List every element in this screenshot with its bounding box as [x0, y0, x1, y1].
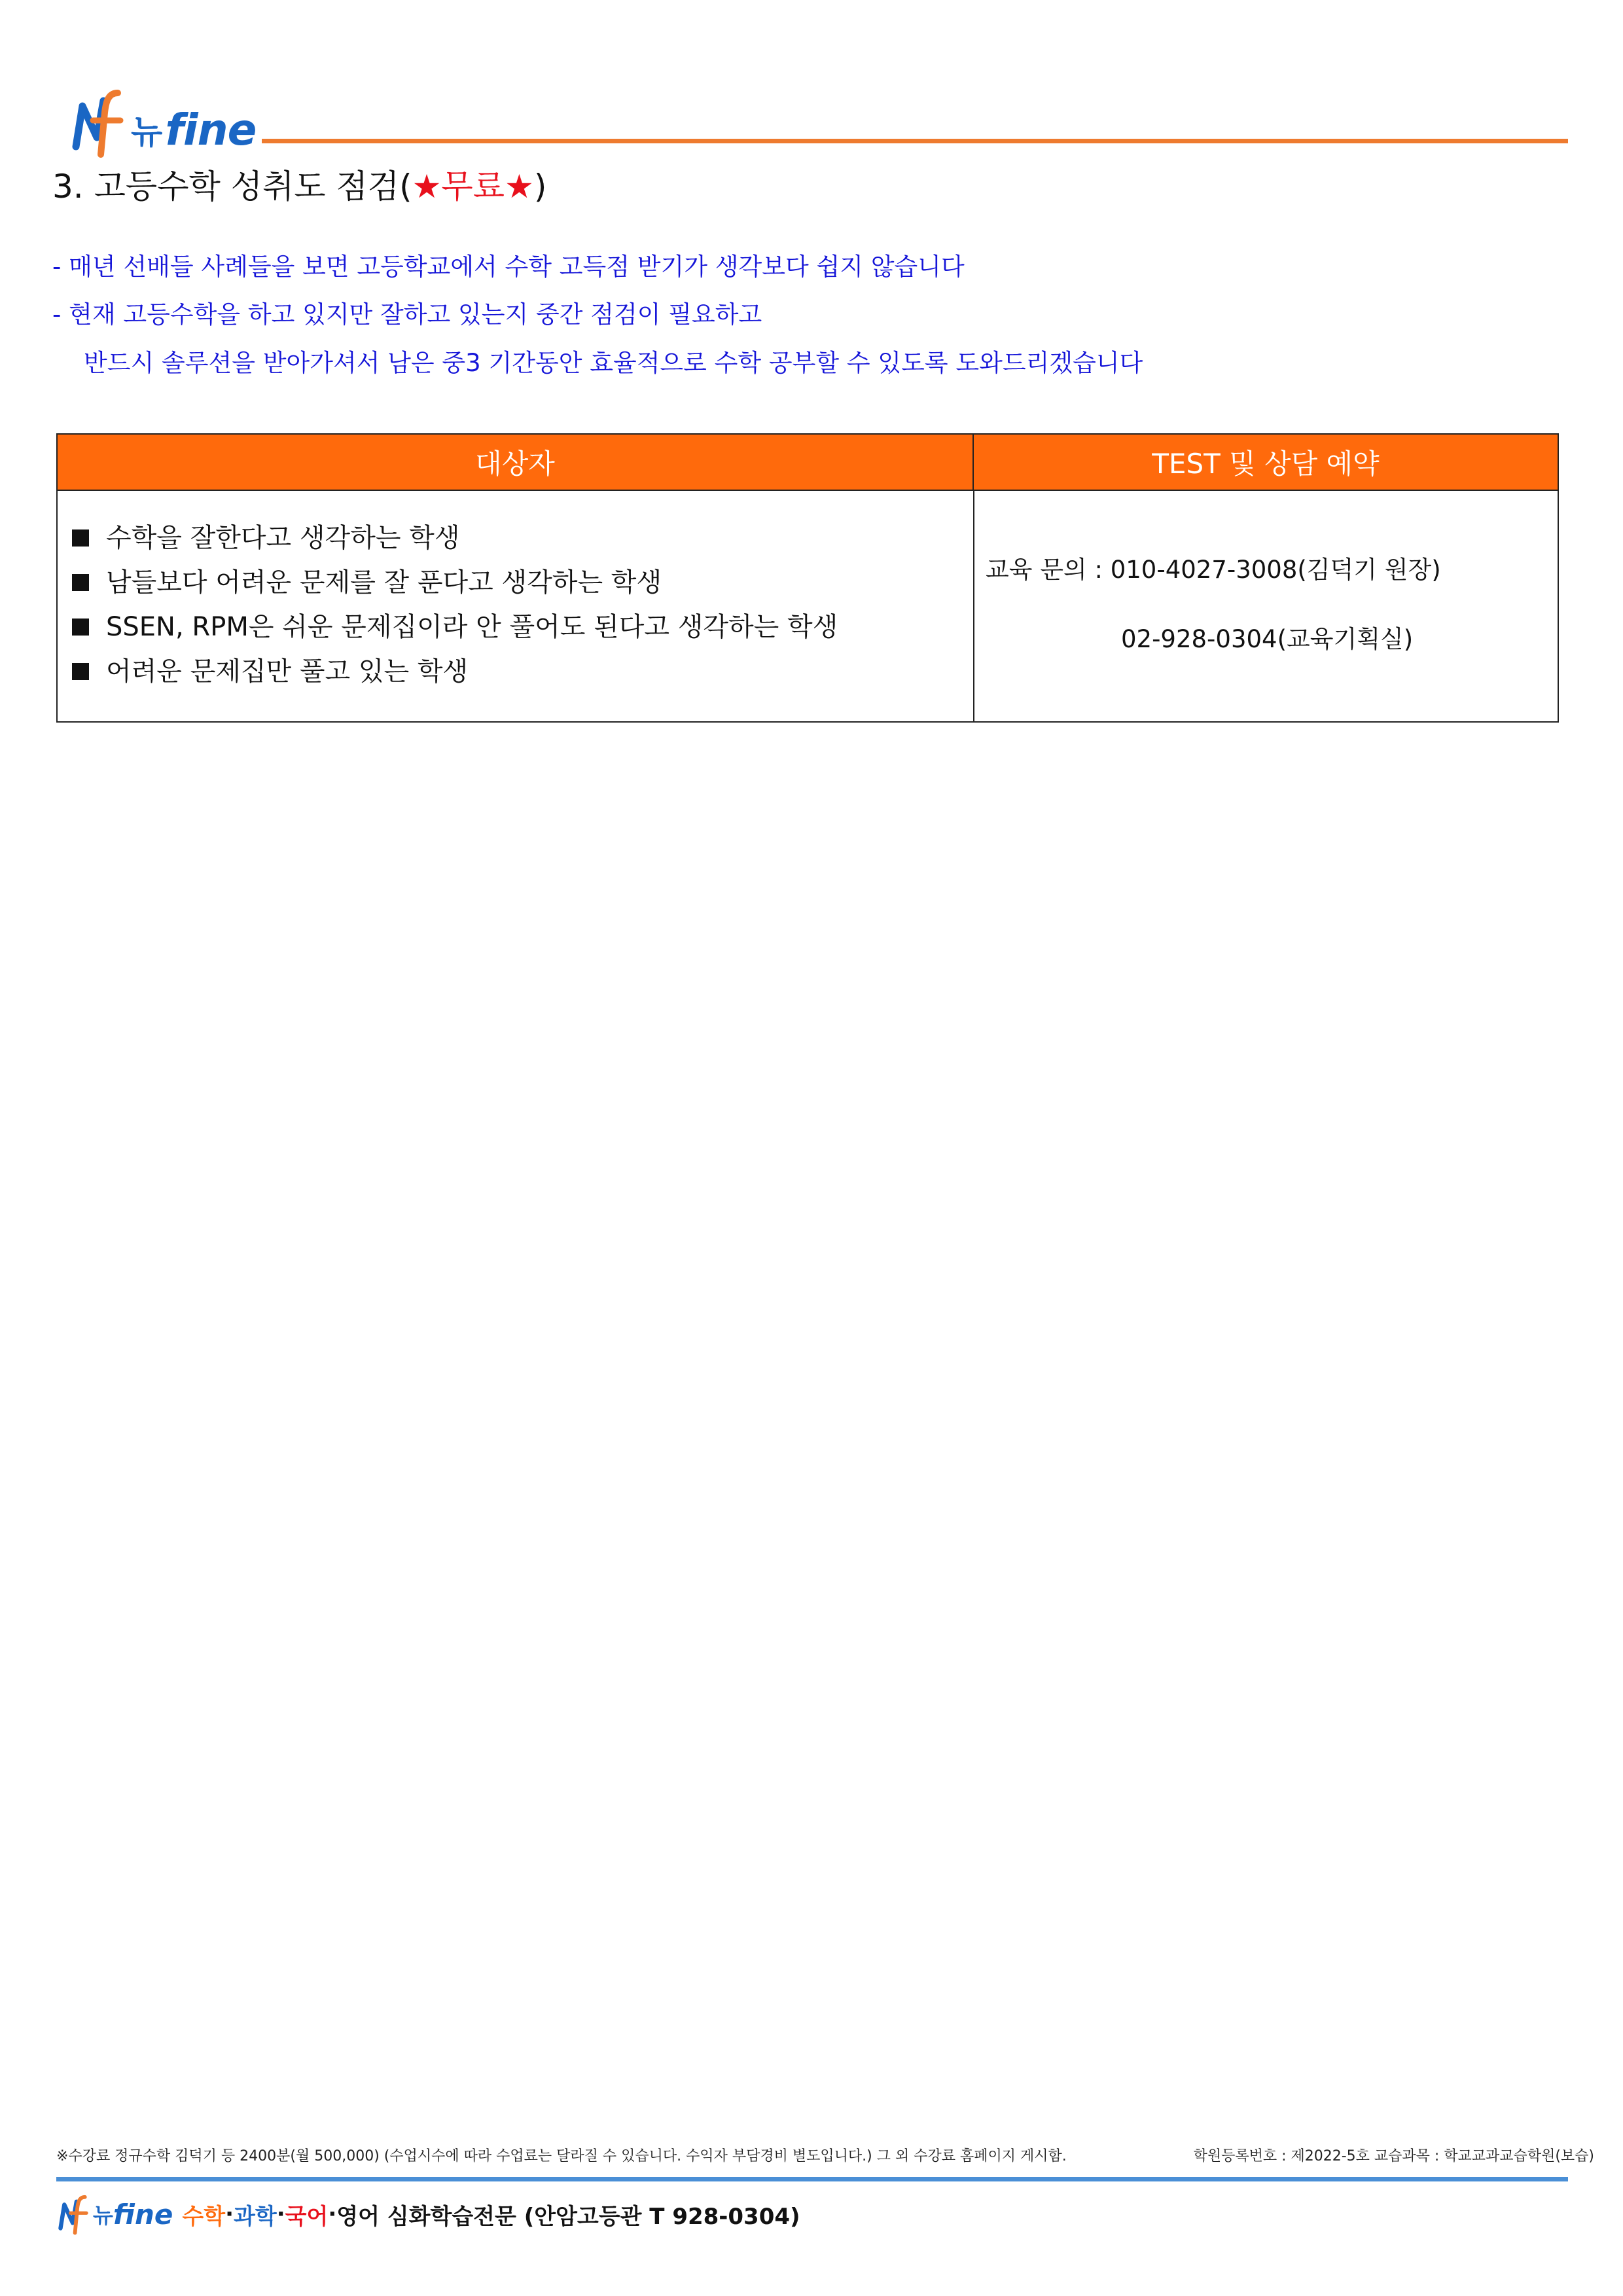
footer-brand-bar	[56, 2191, 800, 2237]
section-title-suffix: )	[533, 168, 547, 206]
subject-separator: ·	[225, 2201, 234, 2227]
logo-korean-text: 뉴	[131, 113, 163, 151]
section-title	[52, 164, 546, 209]
nf-logo-mark-icon	[71, 86, 130, 158]
header-divider	[262, 139, 1568, 143]
logo-english-text: fine	[165, 105, 257, 155]
intro-line: - 매년 선배들 사례들을 보면 고등학교에서 수학 고득점 받기가 생각보다 쉽지 않습니다	[52, 253, 965, 281]
tuition-note: ※수강료 정규수학 김덕기 등 2400분(월 500,000) (수업시수에 따라 수업료는 달라질 수 있습니다. 수익자 부담경비 별도입니다.) 그 외 수강료 홈페이지 게시함.	[56, 2148, 1067, 2164]
tuition-footnote	[56, 2147, 1594, 2166]
section-title-free-badge: ★무료★	[412, 168, 534, 206]
registration-note: 학원등록번호 : 제2022-5호 교습과목 : 학교교과교습학원(보습)	[1193, 2148, 1594, 2164]
square-bullet-icon	[72, 529, 89, 547]
square-bullet-icon	[72, 663, 89, 680]
table-header-test-booking: TEST 및 상담 예약	[974, 435, 1558, 491]
subject-math: 수학	[182, 2203, 226, 2230]
footer-logo-english: fine	[113, 2198, 173, 2231]
subject-separator: ·	[328, 2201, 337, 2227]
footer-logo-korean: 뉴	[93, 2203, 113, 2228]
brand-logo	[71, 86, 256, 158]
target-list-item	[72, 520, 459, 556]
table-header-target: 대상자	[58, 435, 974, 491]
table-column-divider	[973, 491, 974, 721]
target-list-item	[72, 609, 838, 645]
square-bullet-icon	[72, 574, 89, 591]
contact-phone-office: 02-928-0304(교육기획실)	[1121, 625, 1414, 653]
target-list-item	[72, 653, 468, 690]
target-item-text: 남들보다 어려운 문제를 잘 푼다고 생각하는 학생	[106, 567, 662, 598]
contact-phone-primary: 교육 문의 : 010-4027-3008(김덕기 원장)	[986, 556, 1441, 584]
section-title-prefix: 3. 고등수학 성취도 점검(	[52, 168, 412, 206]
consultation-table	[56, 433, 1559, 723]
subject-science: 과학	[234, 2203, 277, 2230]
target-item-text: SSEN, RPM은 쉬운 문제집이라 안 풀어도 된다고 생각하는 학생	[106, 612, 838, 642]
intro-line: 반드시 솔루션을 받아가셔서 남은 중3 기간동안 효율적으로 수학 공부할 수 있도록 도와드리겠습니다	[84, 349, 1143, 377]
subject-separator: ·	[276, 2201, 285, 2227]
nf-logo-mark-icon	[56, 2193, 93, 2235]
footer-tagline: 심화학습전문 (안암고등관 T 928-0304)	[379, 2203, 800, 2230]
square-bullet-icon	[72, 619, 89, 636]
intro-line: - 현재 고등수학을 하고 있지만 잘하고 있는지 중간 점검이 필요하고	[52, 300, 762, 329]
subject-korean: 국어	[285, 2203, 329, 2230]
target-item-text: 수학을 잘한다고 생각하는 학생	[106, 523, 460, 553]
target-item-text: 어려운 문제집만 풀고 있는 학생	[106, 656, 469, 687]
subject-english: 영어	[336, 2203, 380, 2230]
target-list-item	[72, 564, 662, 601]
footer-divider	[56, 2177, 1568, 2181]
